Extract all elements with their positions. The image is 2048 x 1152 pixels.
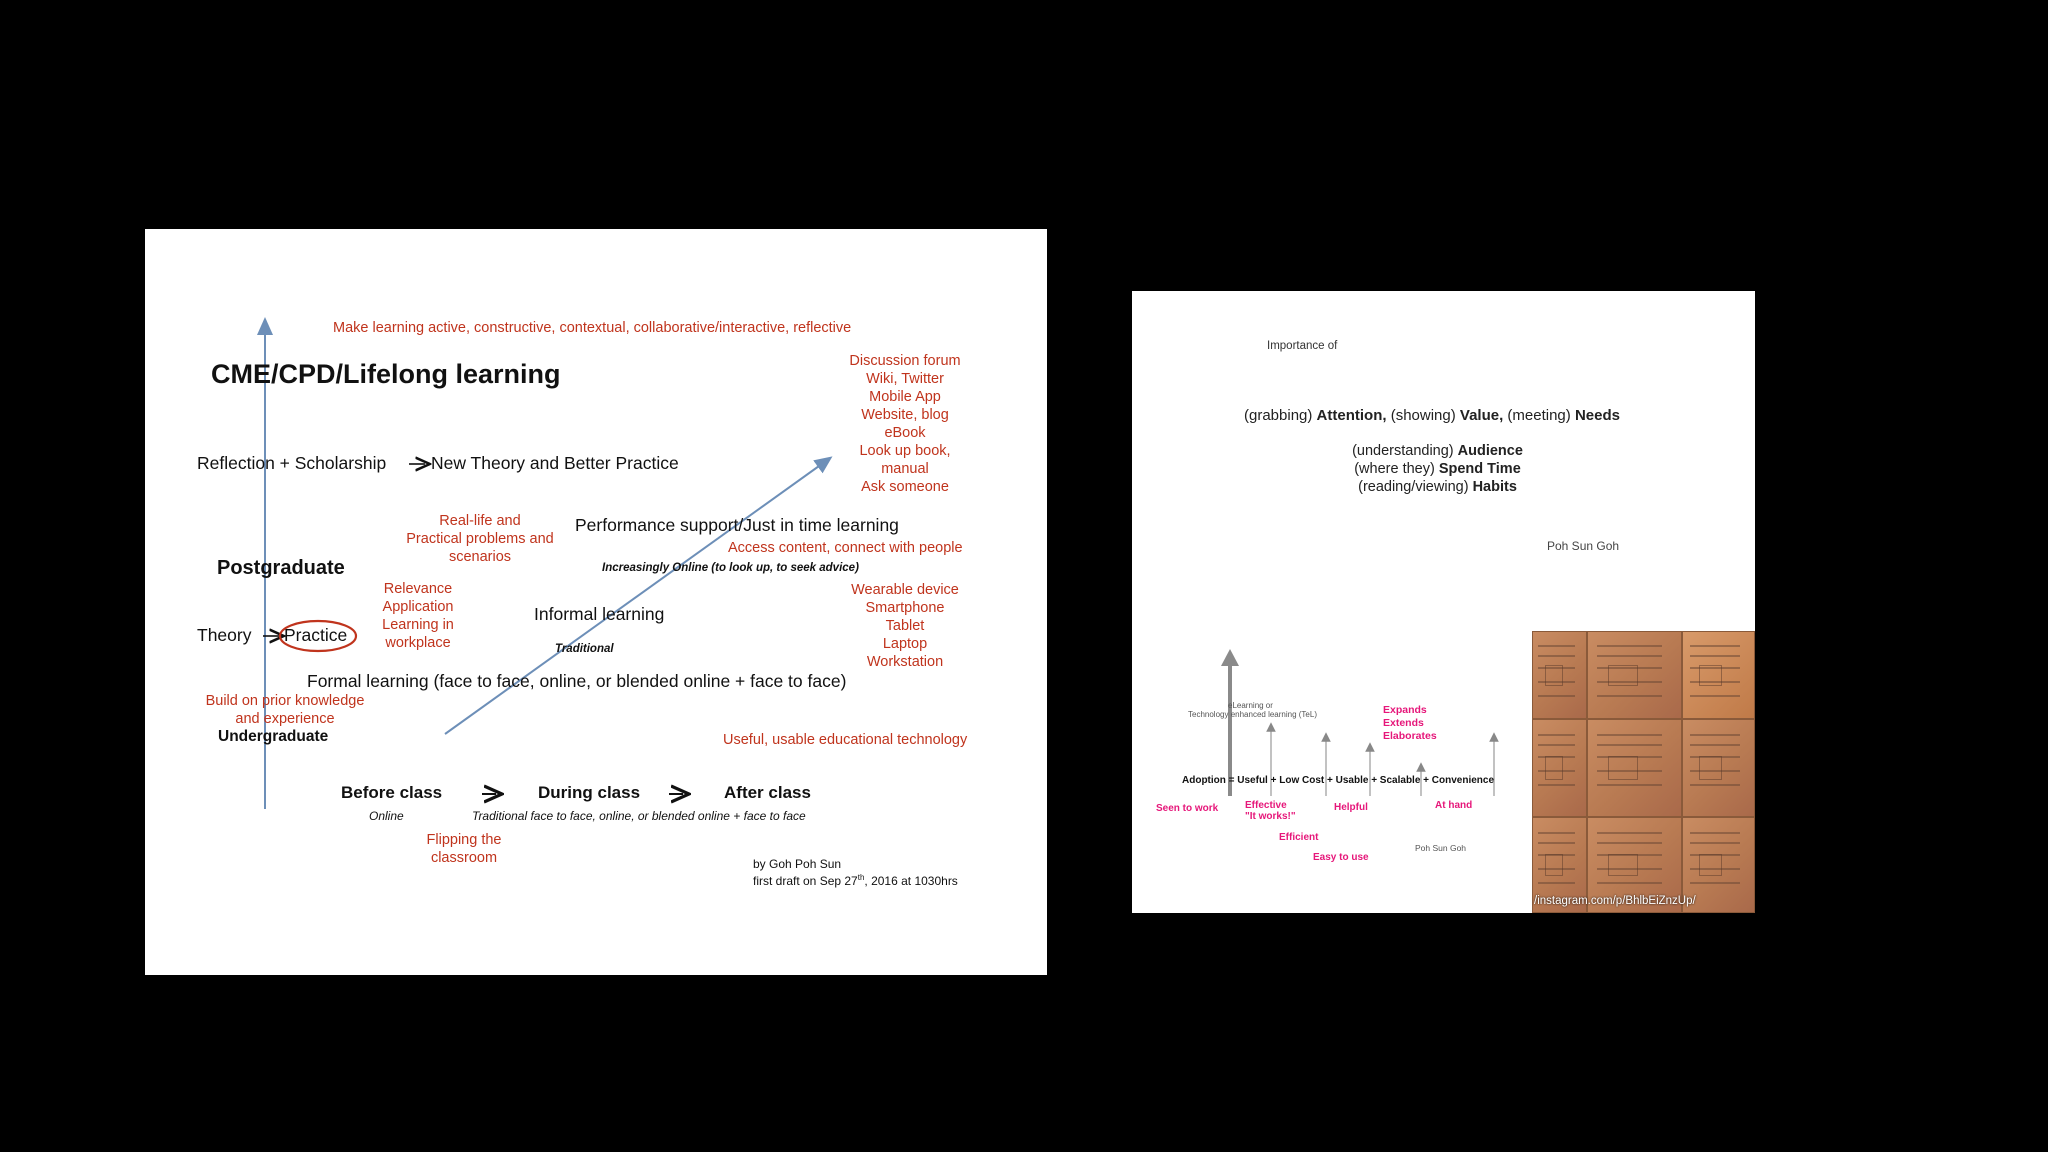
traditional-label: Traditional xyxy=(555,643,614,655)
author-name: Poh Sun Goh xyxy=(1547,539,1620,553)
helpful-label: Helpful xyxy=(1334,802,1368,813)
seen-to-work: Seen to work xyxy=(1156,803,1219,814)
line1-segment: Needs xyxy=(1574,407,1620,424)
informal-learning: Informal learning xyxy=(534,604,665,624)
learning-principles-banner: Make learning active, constructive, contextual, collaborative/interactive, reflective xyxy=(333,320,852,336)
new-theory-practice: New Theory and Better Practice xyxy=(431,453,679,473)
note-photo xyxy=(1532,719,1587,817)
build-on-prior-knowledge: Build on prior knowledge and experience xyxy=(205,693,365,727)
devices-list: Wearable device Smartphone Tablet Laptop Workstation xyxy=(851,582,959,670)
during-class: During class xyxy=(538,783,641,802)
online-sub: Online xyxy=(369,809,404,823)
audience-line: (understanding) Audience xyxy=(1352,443,1523,459)
tel-label: eLearning or Technology enhanced learning (TeL) xyxy=(1188,701,1317,719)
relevance-list: Relevance Application Learning in workplace xyxy=(382,581,454,651)
draft-date: first draft on Sep 27th, 2016 at 1030hrs xyxy=(753,873,958,888)
photo-url-caption: /instagram.com/p/BhlbEiZnzUp/ xyxy=(1534,895,1696,907)
online-tools-list: Discussion forum Wiki, Twitter Mobile App Website, blog eBook Look up book, manual Ask someone xyxy=(849,353,961,495)
formal-learning: Formal learning (face to face, online, or blended online + face to face) xyxy=(307,671,847,691)
note-photo xyxy=(1532,631,1587,719)
traditional-sub: Traditional face to face, online, or blended online + face to face xyxy=(472,809,806,823)
expands-list: Expands Extends Elaborates xyxy=(1383,704,1437,742)
easy-to-use-label: Easy to use xyxy=(1313,852,1369,863)
left-slide xyxy=(145,229,1047,975)
access-content: Access content, connect with people xyxy=(728,540,963,556)
right-slide xyxy=(1132,291,1755,913)
handwritten-notes-photo xyxy=(1532,631,1755,913)
postgraduate-label: Postgraduate xyxy=(217,557,345,579)
note-photo xyxy=(1682,631,1755,719)
habits-line: (reading/viewing) Habits xyxy=(1358,479,1517,495)
importance-of: Importance of xyxy=(1267,340,1338,352)
note-photo xyxy=(1587,719,1682,817)
practice-label: Practice xyxy=(284,625,348,645)
author-credit: by Goh Poh Sun xyxy=(753,857,842,871)
theory-label: Theory xyxy=(197,625,252,645)
line1-segment: Attention, xyxy=(1316,407,1387,424)
slide-title: CME/CPD/Lifelong learning xyxy=(211,359,561,389)
at-hand-label: At hand xyxy=(1435,800,1473,811)
real-life-problems: Real-life and Practical problems and scenarios xyxy=(406,513,554,565)
effective-label: Effective "It works!" xyxy=(1245,800,1296,822)
performance-support: Performance support/Just in time learning xyxy=(575,515,899,535)
line1-segment: (showing) xyxy=(1386,407,1460,424)
useful-usable-tech: Useful, usable educational technology xyxy=(723,732,968,748)
undergraduate-label: Undergraduate xyxy=(218,728,329,745)
after-class: After class xyxy=(724,783,811,802)
line1-segment: Value, xyxy=(1459,407,1504,424)
diagonal-progress-arrow xyxy=(445,461,826,734)
efficient-label: Efficient xyxy=(1279,832,1319,843)
author-name-small: Poh Sun Goh xyxy=(1415,843,1467,853)
note-photo xyxy=(1587,631,1682,719)
note-photo xyxy=(1682,719,1755,817)
spend-time-line: (where they) Spend Time xyxy=(1354,461,1521,477)
increasingly-online: Increasingly Online (to look up, to seek advice) xyxy=(602,562,859,574)
reflection-scholarship: Reflection + Scholarship xyxy=(197,453,387,473)
line1-segment: (grabbing) xyxy=(1244,407,1317,424)
before-class: Before class xyxy=(341,783,443,802)
adoption-equation: Adoption = Useful + Low Cost + Usable + Scalable + Convenience xyxy=(1182,775,1495,786)
flipping-classroom: Flipping the classroom xyxy=(426,832,502,866)
line1-segment: (meeting) xyxy=(1503,407,1575,424)
